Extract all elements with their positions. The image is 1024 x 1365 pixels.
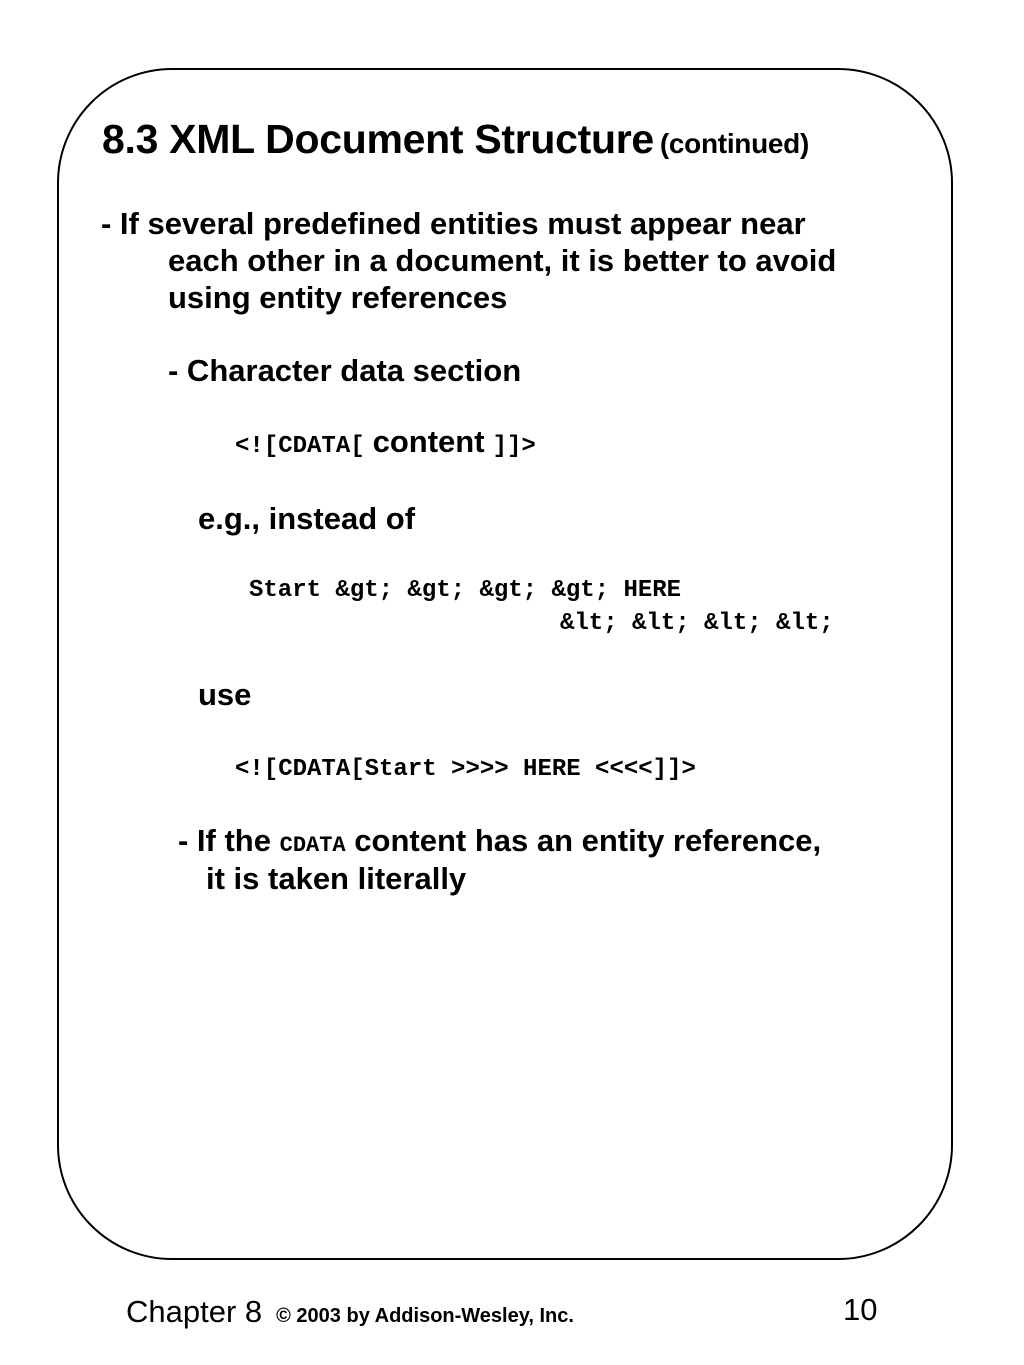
title-main: 8.3 XML Document Structure xyxy=(102,116,654,162)
use-label: use xyxy=(198,677,252,712)
slide-title xyxy=(102,116,809,163)
bullet-2-line-1 xyxy=(178,822,821,865)
use-code: <![CDATA[Start >>>> HERE <<<<]]> xyxy=(235,756,696,783)
example-code-line-2: &lt; &lt; &lt; &lt; xyxy=(560,610,834,637)
cdata-syntax xyxy=(235,424,536,460)
bullet-2-code: CDATA xyxy=(279,833,346,858)
bullet-2-line-2: it is taken literally xyxy=(206,861,467,896)
footer-chapter xyxy=(126,1294,574,1330)
bullet-2-suffix: content has an entity reference, xyxy=(354,823,822,858)
bullet-1-line-3: using entity references xyxy=(168,280,508,315)
bullet-1-line-1: - If several predefined entities must appear near xyxy=(101,206,806,241)
cdata-open: <![CDATA[ xyxy=(235,433,365,460)
page-number: 10 xyxy=(843,1292,878,1327)
cdata-content-word: content xyxy=(372,424,485,459)
title-subtitle: (continued) xyxy=(659,128,810,159)
chapter-label: Chapter 8 xyxy=(126,1294,263,1329)
bullet-1-line-2: each other in a document, it is better to avoid xyxy=(168,243,837,278)
example-intro: e.g., instead of xyxy=(198,501,416,536)
copyright-text: © 2003 by Addison-Wesley, Inc. xyxy=(276,1305,574,1327)
sub-bullet-character-data: - Character data section xyxy=(168,353,522,388)
cdata-close: ]]> xyxy=(492,433,536,460)
bullet-2-prefix: - If the xyxy=(178,823,271,858)
example-code-line-1: Start &gt; &gt; &gt; &gt; HERE xyxy=(249,577,682,604)
